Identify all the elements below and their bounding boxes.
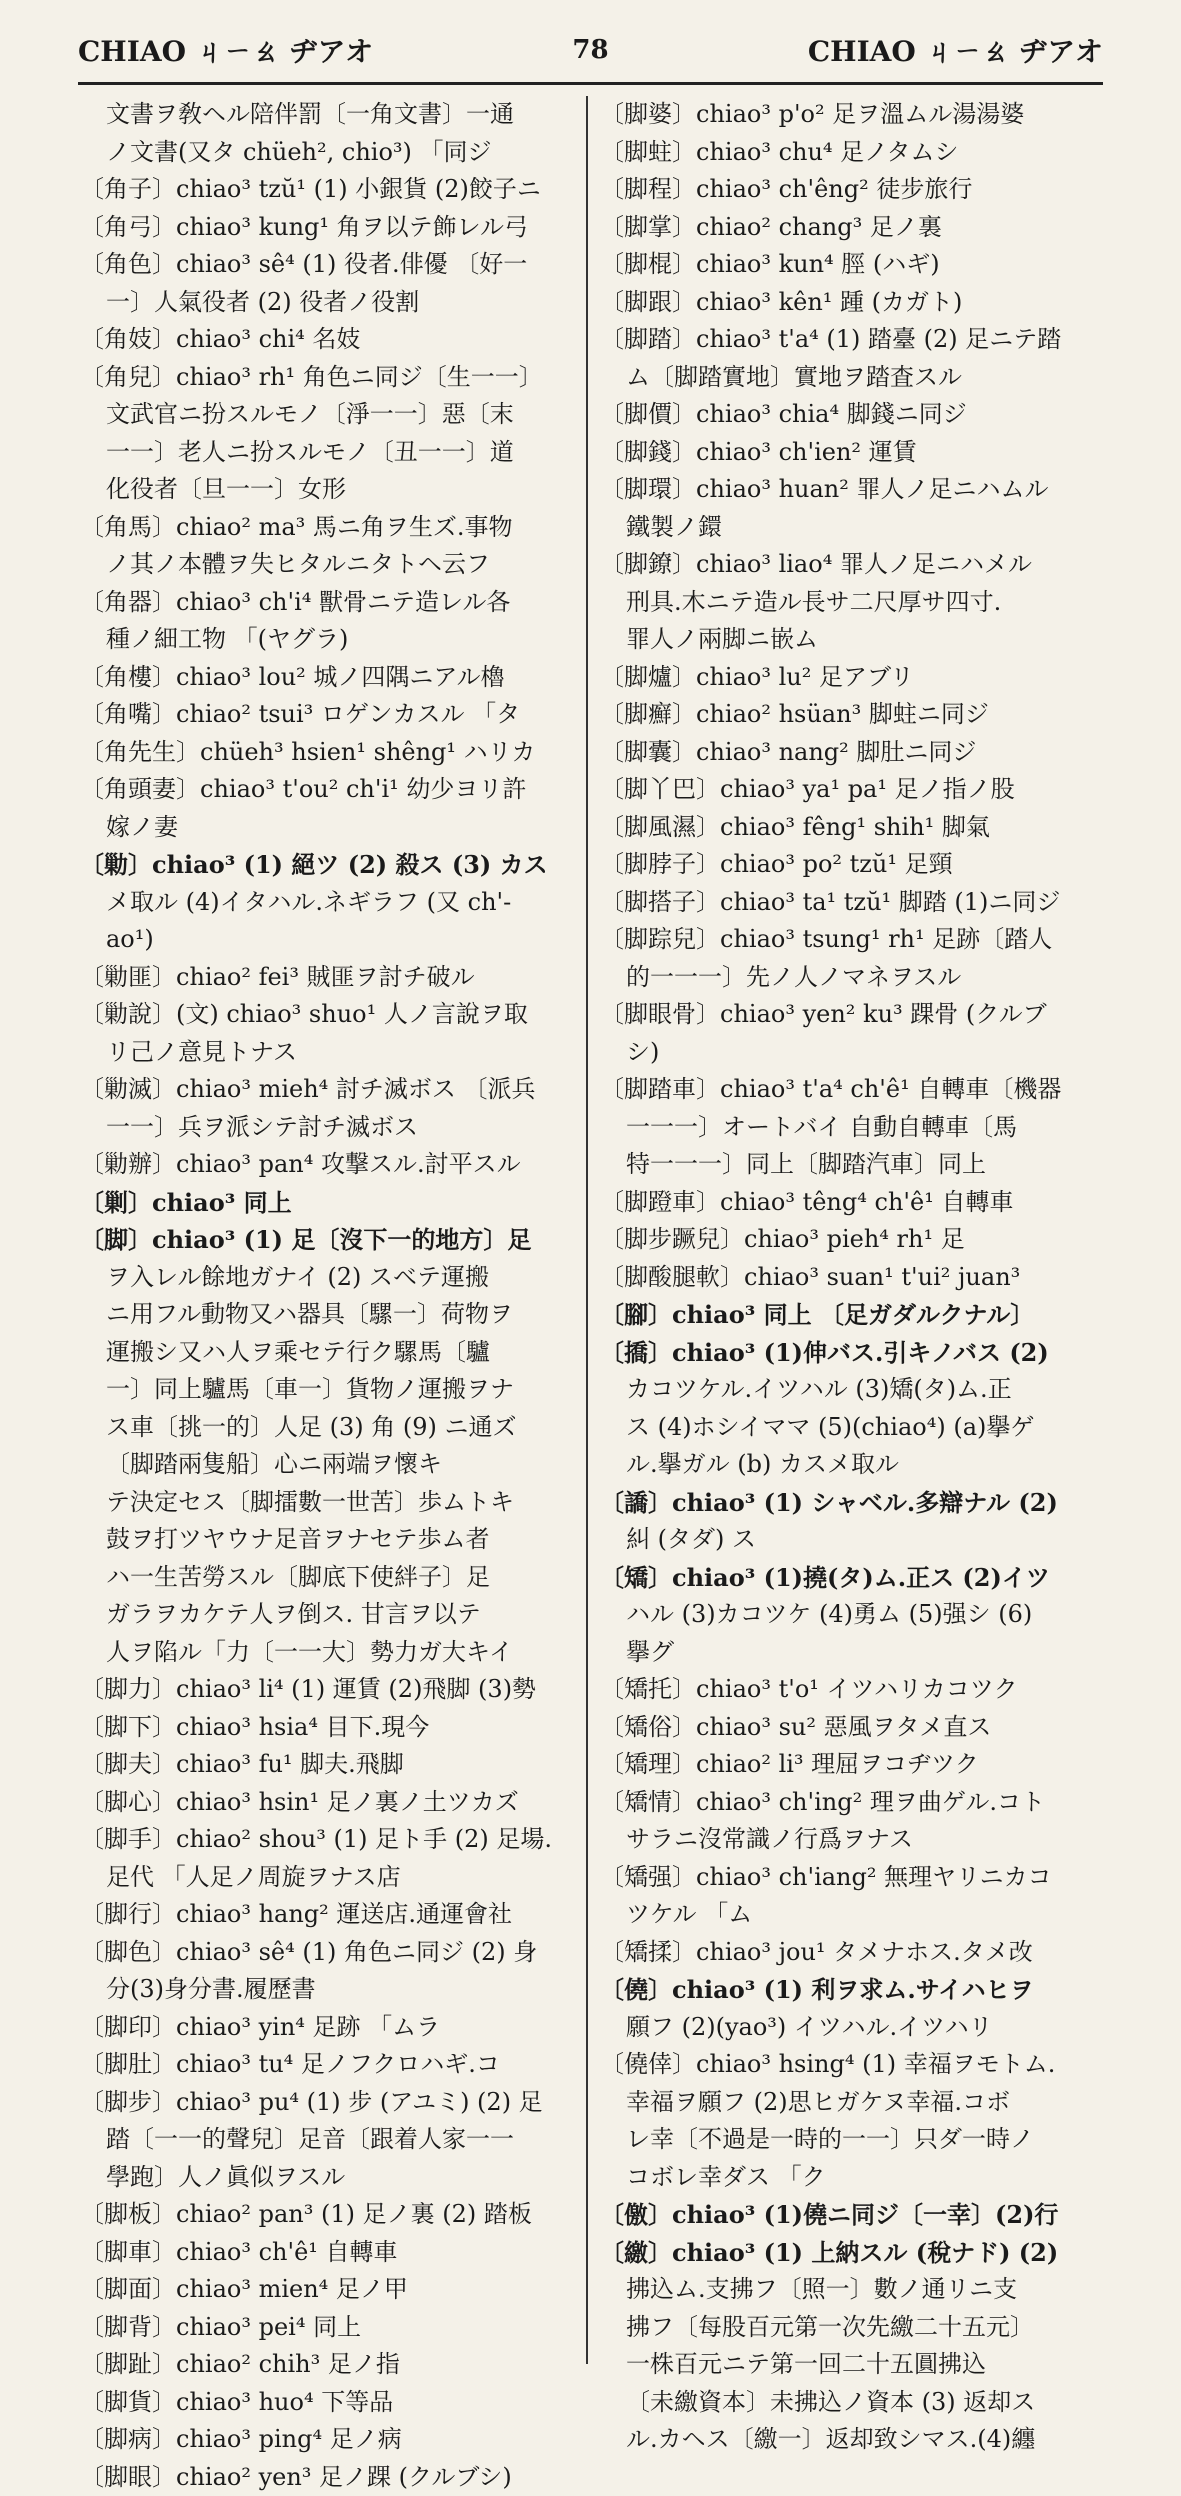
entry-continuation-line: ス車〔挑一的〕人足 (3) 角 (9) ニ通ズ xyxy=(80,1409,580,1447)
dictionary-entry-line: 〔勦說〕(文) chiao³ shuo¹ 人ノ言說ヲ取 xyxy=(80,996,580,1034)
dictionary-entry-line: 〔脚棍〕chiao³ kun⁴ 脛 (ハギ) xyxy=(600,246,1100,284)
dictionary-entry-line: 〔脚爐〕chiao³ lu² 足アブリ xyxy=(600,659,1100,697)
entry-continuation-line: 學跑〕人ノ眞似ヲスル xyxy=(80,2159,580,2197)
dictionary-entry-line: 〔脚行〕chiao³ hang² 運送店.通運會社 xyxy=(80,1896,580,1934)
dictionary-entry-line: 〔脚貨〕chiao³ huo⁴ 下等品 xyxy=(80,2384,580,2422)
dictionary-entry-line: 〔角色〕chiao³ sê⁴ (1) 役者.俳優 〔好一 xyxy=(80,246,580,284)
entry-continuation-line: ル.カヘス〔繳一〕返却致シマス.(4)纏 xyxy=(600,2421,1100,2459)
entry-continuation-line: コボレ幸ダス 「ク xyxy=(600,2159,1100,2197)
dictionary-entry-line: 〔脚搭子〕chiao³ ta¹ tzŭ¹ 脚踏 (1)ニ同ジ xyxy=(600,884,1100,922)
entry-continuation-line: 的一一一〕先ノ人ノマネヲスル xyxy=(600,959,1100,997)
dictionary-entry-line: 〔角嘴〕chiao² tsui³ ロゲンカスル 「タ xyxy=(80,696,580,734)
entry-continuation-line: ハル (3)カコツケ (4)勇ム (5)强シ (6) xyxy=(600,1596,1100,1634)
entry-continuation-line: 〔脚踏兩隻船〕心ニ兩端ヲ懷キ xyxy=(80,1446,580,1484)
header-rule xyxy=(78,82,1103,85)
dictionary-entry-line: 〔脚夫〕chiao³ fu¹ 脚夫.飛脚 xyxy=(80,1746,580,1784)
dictionary-entry-line: 〔繳〕chiao³ (1) 上納スル (稅ナド) (2) xyxy=(600,2234,1100,2272)
dictionary-entry-line: 〔脚婆〕chiao³ p'o² 足ヲ溫ムル湯湯婆 xyxy=(600,96,1100,134)
dictionary-entry-line: 〔脚踏車〕chiao³ t'a⁴ ch'ê¹ 自轉車〔機器 xyxy=(600,1071,1100,1109)
dictionary-entry-line: 〔脚丫巴〕chiao³ ya¹ pa¹ 足ノ指ノ股 xyxy=(600,771,1100,809)
entry-continuation-line: 糾 (タダ) ス xyxy=(600,1521,1100,1559)
right-column xyxy=(600,96,1100,2459)
entry-continuation-line: ヲ入レル餘地ガナイ (2) スベテ運搬 xyxy=(80,1259,580,1297)
dictionary-entry-line: 〔角先生〕chüeh³ hsien¹ shêng¹ ハリカ xyxy=(80,734,580,772)
dictionary-entry-line: 〔脚風濕〕chiao³ fêng¹ shih¹ 脚氣 xyxy=(600,809,1100,847)
entry-continuation-line: ノ其ノ本體ヲ失ヒタルニタトヘ云フ xyxy=(80,546,580,584)
dictionary-entry-line: 〔脚車〕chiao³ ch'ê¹ 自轉車 xyxy=(80,2234,580,2272)
dictionary-entry-line: 〔脚蛀〕chiao³ chu⁴ 足ノタムシ xyxy=(600,134,1100,172)
dictionary-entry-line: 〔矯俗〕chiao³ su² 惡風ヲタメ直ス xyxy=(600,1709,1100,1747)
left-column xyxy=(80,96,580,2496)
entry-continuation-line: ハ一生苦勞スル〔脚底下使絆子〕足 xyxy=(80,1559,580,1597)
entry-continuation-line: 拂フ〔每股百元第一次先繳二十五元〕 xyxy=(600,2309,1100,2347)
entry-continuation-line: 一〕同上驢馬〔車一〕貨物ノ運搬ヲナ xyxy=(80,1371,580,1409)
dictionary-entry-line: 〔角頭妻〕chiao³ t'ou² ch'i¹ 幼少ヨリ許 xyxy=(80,771,580,809)
dictionary-entry-line: 〔脚踏〕chiao³ t'a⁴ (1) 踏臺 (2) 足ニテ踏 xyxy=(600,321,1100,359)
dictionary-entry-line: 〔勦匪〕chiao² fei³ 賊匪ヲ討チ破ル xyxy=(80,959,580,997)
entry-continuation-line: ム〔脚踏實地〕實地ヲ踏査スル xyxy=(600,359,1100,397)
dictionary-entry-line: 〔矯理〕chiao² li³ 理屈ヲコヂツク xyxy=(600,1746,1100,1784)
entry-continuation-line: 嫁ノ妻 xyxy=(80,809,580,847)
dictionary-entry-line: 〔脚環〕chiao³ huan² 罪人ノ足ニハムル xyxy=(600,471,1100,509)
dictionary-entry-line: 〔剿〕chiao³ 同上 xyxy=(80,1184,580,1222)
entry-continuation-line: 一一〕老人ニ扮スルモノ〔丑一一〕道 xyxy=(80,434,580,472)
dictionary-entry-line: 〔脚肚〕chiao³ tu⁴ 足ノフクロハギ.コ xyxy=(80,2046,580,2084)
entry-continuation-line: ao¹) xyxy=(80,921,580,959)
column-divider xyxy=(586,96,588,2364)
dictionary-entry-line: 〔脚囊〕chiao³ nang² 脚肚ニ同ジ xyxy=(600,734,1100,772)
dictionary-entry-line: 〔角器〕chiao³ ch'i⁴ 獸骨ニテ造レル各 xyxy=(80,584,580,622)
entry-continuation-line: 罪人ノ兩脚ニ嵌ム xyxy=(600,621,1100,659)
dictionary-entry-line: 〔矯揉〕chiao³ jou¹ タメナホス.タメ改 xyxy=(600,1934,1100,1972)
dictionary-entry-line: 〔脚眼〕chiao² yen³ 足ノ踝 (クルブシ) xyxy=(80,2459,580,2496)
dictionary-entry-line: 〔脚跟〕chiao³ kên¹ 踵 (カガト) xyxy=(600,284,1100,322)
dictionary-entry-line: 〔脚價〕chiao³ chia⁴ 脚錢ニ同ジ xyxy=(600,396,1100,434)
entry-continuation-line: シ) xyxy=(600,1034,1100,1072)
dictionary-entry-line: 〔脚鐐〕chiao³ liao⁴ 罪人ノ足ニハメル xyxy=(600,546,1100,584)
dictionary-entry-line: 〔脚酸腿軟〕chiao³ suan¹ t'ui² juan³ xyxy=(600,1259,1100,1297)
dictionary-entry-line: 〔僥倖〕chiao³ hsing⁴ (1) 幸福ヲモトム. xyxy=(600,2046,1100,2084)
dictionary-entry-line: 〔脚眼骨〕chiao³ yen² ku³ 踝骨 (クルブ xyxy=(600,996,1100,1034)
dictionary-entry-line: 〔譑〕chiao³ (1) シャベル.多辯ナル (2) xyxy=(600,1484,1100,1522)
entry-continuation-line: ツケル 「ム xyxy=(600,1896,1100,1934)
entry-continuation-line: 鐵製ノ鐶 xyxy=(600,509,1100,547)
dictionary-entry-line: 〔脚癬〕chiao² hsüan³ 脚蛀ニ同ジ xyxy=(600,696,1100,734)
entry-continuation-line: 運搬シ又ハ人ヲ乘セテ行ク騾馬〔驢 xyxy=(80,1334,580,1372)
entry-continuation-line: ガラヲカケテ人ヲ倒ス. 甘言ヲ以テ xyxy=(80,1596,580,1634)
entry-continuation-line: 擧グ xyxy=(600,1634,1100,1672)
dictionary-entry-line: 〔僥〕chiao³ (1) 利ヲ求ム.サイハヒヲ xyxy=(600,1971,1100,2009)
entry-continuation-line: 人ヲ陷ル「力〔一一大〕勢力ガ大キイ xyxy=(80,1634,580,1672)
entry-continuation-line: ス (4)ホシイママ (5)(chiao⁴) (a)擧ゲ xyxy=(600,1409,1100,1447)
entry-continuation-line: メ取ル (4)イタハル.ネギラフ (又 ch'- xyxy=(80,884,580,922)
dictionary-entry-line: 〔脚步蹶兒〕chiao³ pieh⁴ rh¹ 足 xyxy=(600,1221,1100,1259)
entry-continuation-line: ル.擧ガル (b) カスメ取ル xyxy=(600,1446,1100,1484)
entry-continuation-line: ニ用フル動物又ハ器具〔騾一〕荷物ヲ xyxy=(80,1296,580,1334)
dictionary-entry-line: 〔脚蹬車〕chiao³ têng⁴ ch'ê¹ 自轉車 xyxy=(600,1184,1100,1222)
dictionary-entry-line: 〔脚板〕chiao² pan³ (1) 足ノ裏 (2) 踏板 xyxy=(80,2196,580,2234)
entry-continuation-line: 一〕人氣役者 (2) 役者ノ役割 xyxy=(80,284,580,322)
entry-continuation-line: 文書ヲ敎ヘル陪伴罰〔一角文書〕一通 xyxy=(80,96,580,134)
entry-continuation-line: 踏〔一一的聲兒〕足音〔跟着人家一一 xyxy=(80,2121,580,2159)
header-left: CHIAO ㄐㄧㄠ ヂアオ xyxy=(78,30,373,70)
entry-continuation-line: テ決定セス〔脚擂數一世苦〕歩ムトキ xyxy=(80,1484,580,1522)
entry-continuation-line: 願フ (2)(yao³) イツハル.イツハリ xyxy=(600,2009,1100,2047)
entry-continuation-line: 一株百元ニテ第一回二十五圓拂込 xyxy=(600,2346,1100,2384)
entry-continuation-line: 一一〕兵ヲ派シテ討チ滅ボス xyxy=(80,1109,580,1147)
dictionary-entry-line: 〔脚心〕chiao³ hsin¹ 足ノ裏ノ土ツカズ xyxy=(80,1784,580,1822)
dictionary-entry-line: 〔矯情〕chiao³ ch'ing² 理ヲ曲ゲル.コト xyxy=(600,1784,1100,1822)
entry-continuation-line: 種ノ細工物 「(ヤグラ) xyxy=(80,621,580,659)
entry-continuation-line: 化役者〔旦一一〕女形 xyxy=(80,471,580,509)
dictionary-entry-line: 〔脚錢〕chiao³ ch'ien² 運賃 xyxy=(600,434,1100,472)
entry-continuation-line: 文武官ニ扮スルモノ〔淨一一〕惡〔末 xyxy=(80,396,580,434)
dictionary-entry-line: 〔矯托〕chiao³ t'o¹ イツハリカコツク xyxy=(600,1671,1100,1709)
dictionary-entry-line: 〔角馬〕chiao² ma³ 馬ニ角ヲ生ズ.事物 xyxy=(80,509,580,547)
dictionary-entry-line: 〔脚脖子〕chiao³ po² tzŭ¹ 足頸 xyxy=(600,846,1100,884)
dictionary-entry-line: 〔脚下〕chiao³ hsia⁴ 目下.現今 xyxy=(80,1709,580,1747)
entry-continuation-line: ノ文書(又タ chüeh², chio³) 「同ジ xyxy=(80,134,580,172)
header-right: CHIAO ㄐㄧㄠ ヂアオ xyxy=(808,30,1103,70)
dictionary-entry-line: 〔脚踪兒〕chiao³ tsung¹ rh¹ 足跡〔踏人 xyxy=(600,921,1100,959)
dictionary-entry-line: 〔脚色〕chiao³ sê⁴ (1) 角色ニ同ジ (2) 身 xyxy=(80,1934,580,1972)
page-number: 78 xyxy=(572,35,608,65)
dictionary-entry-line: 〔脚印〕chiao³ yin⁴ 足跡 「ムラ xyxy=(80,2009,580,2047)
entry-continuation-line: リ己ノ意見トナス xyxy=(80,1034,580,1072)
dictionary-entry-line: 〔脚力〕chiao³ li⁴ (1) 運賃 (2)飛脚 (3)勢 xyxy=(80,1671,580,1709)
entry-continuation-line: 鼓ヲ打ツヤウナ足音ヲナセテ歩ム者 xyxy=(80,1521,580,1559)
entry-continuation-line: 一一一〕オートバイ 自動自轉車〔馬 xyxy=(600,1109,1100,1147)
dictionary-entry-line: 〔脚掌〕chiao² chang³ 足ノ裏 xyxy=(600,209,1100,247)
entry-continuation-line: 〔未繳資本〕未拂込ノ資本 (3) 返却ス xyxy=(600,2384,1100,2422)
entry-continuation-line: 刑具.木ニテ造ル長サ二尺厚サ四寸. xyxy=(600,584,1100,622)
dictionary-entry-line: 〔脚面〕chiao³ mien⁴ 足ノ甲 xyxy=(80,2271,580,2309)
page-header xyxy=(78,28,1103,72)
dictionary-entry-line: 〔儌〕chiao³ (1)僥ニ同ジ〔一幸〕(2)行 xyxy=(600,2196,1100,2234)
dictionary-entry-line: 〔脚背〕chiao³ pei⁴ 同上 xyxy=(80,2309,580,2347)
entry-continuation-line: レ幸〔不過是一時的一一〕只ダ一時ノ xyxy=(600,2121,1100,2159)
dictionary-entry-line: 〔角弓〕chiao³ kung¹ 角ヲ以テ飾レル弓 xyxy=(80,209,580,247)
entry-continuation-line: 分(3)身分書.履歷書 xyxy=(80,1971,580,2009)
dictionary-entry-line: 〔勦滅〕chiao³ mieh⁴ 討チ滅ボス 〔派兵 xyxy=(80,1071,580,1109)
dictionary-entry-line: 〔脚趾〕chiao² chih³ 足ノ指 xyxy=(80,2346,580,2384)
entry-continuation-line: サラニ沒常識ノ行爲ヲナス xyxy=(600,1821,1100,1859)
dictionary-entry-line: 〔角子〕chiao³ tzŭ¹ (1) 小銀貨 (2)餃子ニ xyxy=(80,171,580,209)
entry-continuation-line: 特一一一〕同上〔脚踏汽車〕同上 xyxy=(600,1146,1100,1184)
dictionary-entry-line: 〔撟〕chiao³ (1)伸バス.引キノバス (2) xyxy=(600,1334,1100,1372)
dictionary-entry-line: 〔脚手〕chiao² shou³ (1) 足ト手 (2) 足場. xyxy=(80,1821,580,1859)
dictionary-entry-line: 〔脚病〕chiao³ ping⁴ 足ノ病 xyxy=(80,2421,580,2459)
dictionary-entry-line: 〔矯〕chiao³ (1)撓(タ)ム.正ス (2)イツ xyxy=(600,1559,1100,1597)
dictionary-entry-line: 〔角樓〕chiao³ lou² 城ノ四隅ニアル櫓 xyxy=(80,659,580,697)
dictionary-entry-line: 〔角兒〕chiao³ rh¹ 角色ニ同ジ〔生一一〕 xyxy=(80,359,580,397)
entry-continuation-line: カコツケル.イツハル (3)矯(タ)ム.正 xyxy=(600,1371,1100,1409)
dictionary-entry-line: 〔勦辦〕chiao³ pan⁴ 攻撃スル.討平スル xyxy=(80,1146,580,1184)
entry-continuation-line: 足代 「人足ノ周旋ヲナス店 xyxy=(80,1859,580,1897)
entry-continuation-line: 幸福ヲ願フ (2)思ヒガケヌ幸福.コボ xyxy=(600,2084,1100,2122)
dictionary-entry-line: 〔脚程〕chiao³ ch'êng² 徒步旅行 xyxy=(600,171,1100,209)
dictionary-entry-line: 〔脚〕chiao³ (1) 足〔沒下一的地方〕足 xyxy=(80,1221,580,1259)
dictionary-entry-line: 〔角妓〕chiao³ chi⁴ 名妓 xyxy=(80,321,580,359)
dictionary-entry-line: 〔勦〕chiao³ (1) 絕ツ (2) 殺ス (3) カス xyxy=(80,846,580,884)
dictionary-entry-line: 〔脚步〕chiao³ pu⁴ (1) 步 (アユミ) (2) 足 xyxy=(80,2084,580,2122)
dictionary-entry-line: 〔腳〕chiao³ 同上 〔足ガダルクナル〕 xyxy=(600,1296,1100,1334)
dictionary-entry-line: 〔矯强〕chiao³ ch'iang² 無理ヤリニカコ xyxy=(600,1859,1100,1897)
entry-continuation-line: 拂込ム.支拂フ〔照一〕數ノ通リニ支 xyxy=(600,2271,1100,2309)
